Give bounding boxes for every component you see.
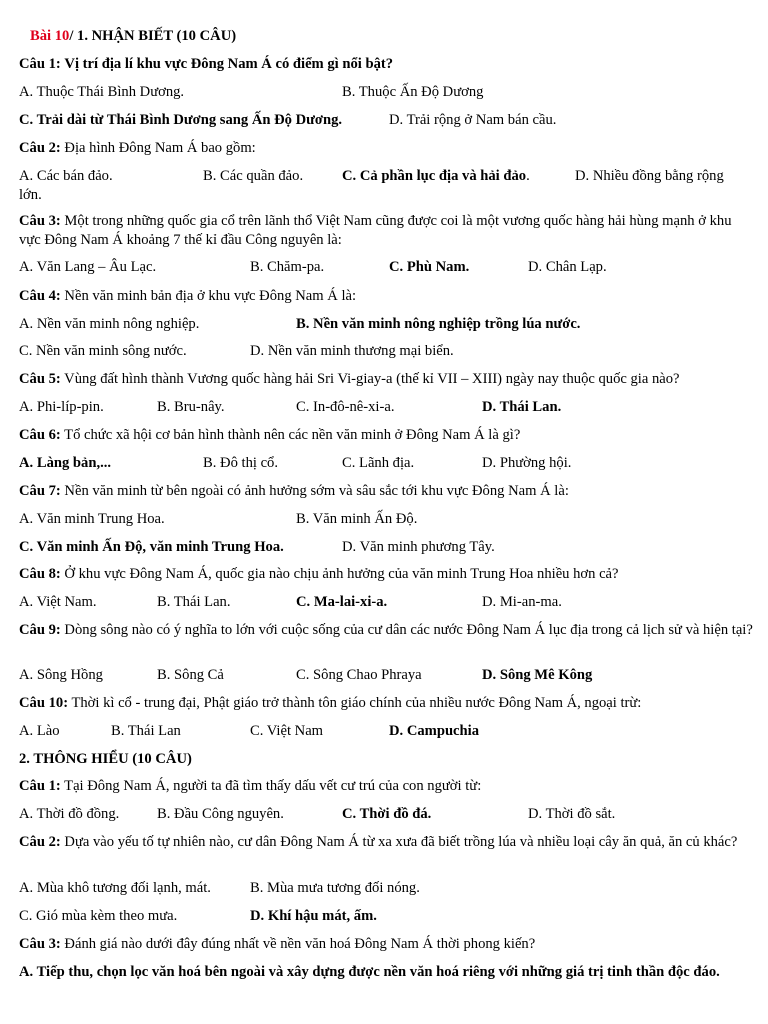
option: D. Phường hội. (482, 455, 572, 471)
option: B. Thái Lan (111, 723, 181, 739)
option: D. Chân Lạp. (528, 259, 607, 275)
option: C. Lãnh địa. (342, 455, 415, 471)
option: A. Phi-líp-pin. (19, 399, 104, 415)
question-8: Câu 8: Ở khu vực Đông Nam Á, quốc gia nào chịu ảnh hưởng của văn minh Trung Hoa nhiều hơn cả? (19, 566, 619, 582)
option: B. Bru-nây. (157, 399, 225, 415)
option: A. Mùa khô tương đối lạnh, mát. (19, 880, 211, 896)
option: C. Gió mùa kèm theo mưa. (19, 908, 178, 924)
option-correct: C. Văn minh Ấn Độ, văn minh Trung Hoa. (19, 539, 284, 555)
option: A. Nền văn minh nông nghiệp. (19, 316, 200, 332)
option: D. Nền văn minh thương mại biển. (250, 343, 454, 359)
option: C. Nền văn minh sông nước. (19, 343, 187, 359)
option-correct: D. Thái Lan. (482, 399, 562, 415)
section2-title: 2. THÔNG HIỂU (10 CÂU) (19, 751, 192, 767)
question-9: Câu 9: Dòng sông nào có ý nghĩa to lớn với cuộc sống của cư dân các nước Đông Nam Á lục địa trong cả lịch sử và hiện tại? (19, 622, 753, 638)
option-correct: D. Campuchia (389, 723, 480, 739)
option: B. Mùa mưa tương đối nóng. (250, 880, 420, 896)
option: D. Thời đồ sắt. (528, 806, 616, 822)
option: D. Nhiều đồng bằng rộng lớn. (19, 168, 724, 203)
question-3: Câu 3: Một trong những quốc gia cổ trên lãnh thổ Việt Nam cũng được coi là một vương quốc hàng hải hùng mạnh ở khu vực Đông Nam Á khoảng 7 thế kỉ đầu Công nguyên là: (19, 213, 732, 248)
option: C. Việt Nam (250, 723, 324, 739)
option: B. Sông Cả (157, 667, 224, 683)
question-7: Câu 7: Nền văn minh từ bên ngoài có ảnh hưởng sớm và sâu sắc tới khu vực Đông Nam Á là: (19, 483, 569, 499)
option: A. Sông Hồng (19, 667, 103, 683)
option-correct: C. Phù Nam. (389, 259, 470, 275)
s2-question-1: Câu 1: Tại Đông Nam Á, người ta đã tìm thấy dấu vết cư trú của con người từ: (19, 778, 482, 794)
question-6: Câu 6: Tổ chức xã hội cơ bản hình thành nên các nền văn minh ở Đông Nam Á là gì? (19, 427, 521, 443)
option: A. Các bán đảo. (19, 168, 113, 184)
option-correct: D. Khí hậu mát, ấm. (250, 908, 377, 924)
option-correct: C. Thời đồ đá. (342, 806, 432, 822)
option: A. Thuộc Thái Bình Dương. (19, 84, 185, 100)
section1-title: / 1. NHẬN BIẾT (10 CÂU) (69, 28, 237, 44)
option: D. Trải rộng ở Nam bán cầu. (389, 112, 557, 128)
option-correct: A. Tiếp thu, chọn lọc văn hoá bên ngoài và xây dựng được nền văn hoá riêng với những giá trị tinh thần độc đáo. (19, 964, 720, 980)
question-2: Câu 2: Địa hình Đông Nam Á bao gồm: (19, 140, 256, 156)
question-1: Câu 1: Vị trí địa lí khu vực Đông Nam Á có điểm gì nổi bật? (19, 56, 394, 72)
option: B. Văn minh Ấn Độ. (296, 511, 418, 527)
option: A. Văn Lang – Âu Lạc. (19, 259, 157, 275)
option: B. Đô thị cổ. (203, 455, 278, 471)
doc-heading (30, 27, 236, 46)
s2-question-2: Câu 2: Dựa vào yếu tố tự nhiên nào, cư dân Đông Nam Á từ xa xưa đã biết trồng lúa và nhiều loại cây ăn quả, ăn củ khác? (19, 834, 738, 850)
option: D. Văn minh phương Tây. (342, 539, 495, 555)
lesson-label: Bài 10 (30, 28, 70, 44)
option: B. Đầu Công nguyên. (157, 806, 284, 822)
option-correct: B. Nền văn minh nông nghiệp trồng lúa nước. (296, 316, 581, 332)
option: D. Mi-an-ma. (482, 594, 562, 610)
option: A. Thời đồ đồng. (19, 806, 120, 822)
question-4: Câu 4: Nền văn minh bản địa ở khu vực Đông Nam Á là: (19, 288, 357, 304)
option: C. In-đô-nê-xi-a. (296, 399, 395, 415)
question-5: Câu 5: Vùng đất hình thành Vương quốc hàng hải Sri Vi-giay-a (thế kỉ VII – XIII) ngày nay thuộc quốc gia nào? (19, 371, 680, 387)
option: A. Văn minh Trung Hoa. (19, 511, 165, 527)
option-correct: A. Làng bản,... (19, 455, 112, 471)
option-correct: C. Cả phần lục địa và hải đảo. (342, 168, 530, 184)
option: A. Việt Nam. (19, 594, 97, 610)
option: C. Sông Chao Phraya (296, 667, 422, 683)
option: B. Thuộc Ấn Độ Dương (342, 84, 484, 100)
option: B. Chăm-pa. (250, 259, 325, 275)
s2-question-3: Câu 3: Đánh giá nào dưới đây đúng nhất về nền văn hoá Đông Nam Á thời phong kiến? (19, 936, 536, 952)
question-10: Câu 10: Thời kì cổ - trung đại, Phật giáo trở thành tôn giáo chính của nhiều nước Đông Nam Á, ngoại trừ: (19, 695, 642, 711)
option-correct: C. Trải dài từ Thái Bình Dương sang Ấn Độ Dương. (19, 112, 343, 128)
option-correct: C. Ma-lai-xi-a. (296, 594, 388, 610)
option: A. Lào (19, 723, 60, 739)
option: B. Các quần đảo. (203, 168, 304, 184)
option: B. Thái Lan. (157, 594, 231, 610)
option-correct: D. Sông Mê Kông (482, 667, 593, 683)
